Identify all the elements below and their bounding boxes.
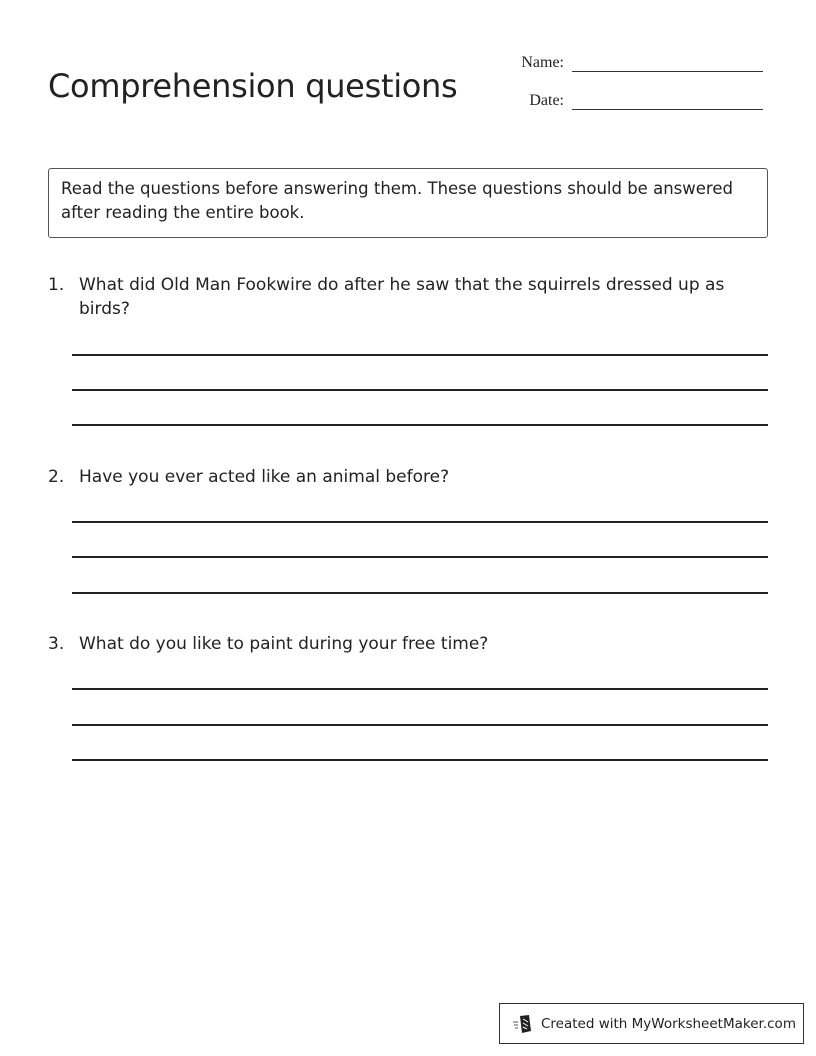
question-text: Have you ever acted like an animal before? xyxy=(79,467,450,487)
footer-text: Created with MyWorksheetMaker.com xyxy=(541,1015,796,1032)
name-input-line[interactable] xyxy=(572,57,763,72)
date-label: Date: xyxy=(529,92,564,109)
question-text: What do you like to paint during your free time? xyxy=(79,634,489,654)
instructions-box: Read the questions before answering them. These questions should be answered after reading the entire book. xyxy=(48,168,768,238)
answer-line[interactable] xyxy=(72,688,768,690)
question-number: 1. xyxy=(48,275,65,295)
question-number: 2. xyxy=(48,467,65,487)
answer-line[interactable] xyxy=(72,592,768,594)
question-3 xyxy=(48,632,768,656)
answer-line[interactable] xyxy=(72,354,768,356)
answer-line[interactable] xyxy=(72,424,768,426)
answer-line[interactable] xyxy=(72,724,768,726)
name-label: Name: xyxy=(521,54,564,71)
answer-line[interactable] xyxy=(72,556,768,558)
date-input-line[interactable] xyxy=(572,95,763,110)
page-title: Comprehension questions xyxy=(48,67,458,106)
question-2 xyxy=(48,465,768,489)
question-number: 3. xyxy=(48,634,65,654)
worksheet-logo-icon xyxy=(512,1013,534,1035)
name-field[interactable] xyxy=(504,54,763,72)
answer-line[interactable] xyxy=(72,389,768,391)
question-1 xyxy=(48,273,768,321)
answer-line[interactable] xyxy=(72,521,768,523)
answer-line[interactable] xyxy=(72,759,768,761)
date-field[interactable] xyxy=(504,92,763,110)
footer-badge[interactable] xyxy=(499,1003,804,1044)
question-text: What did Old Man Fookwire do after he saw that the squirrels dressed up as birds? xyxy=(79,275,725,319)
